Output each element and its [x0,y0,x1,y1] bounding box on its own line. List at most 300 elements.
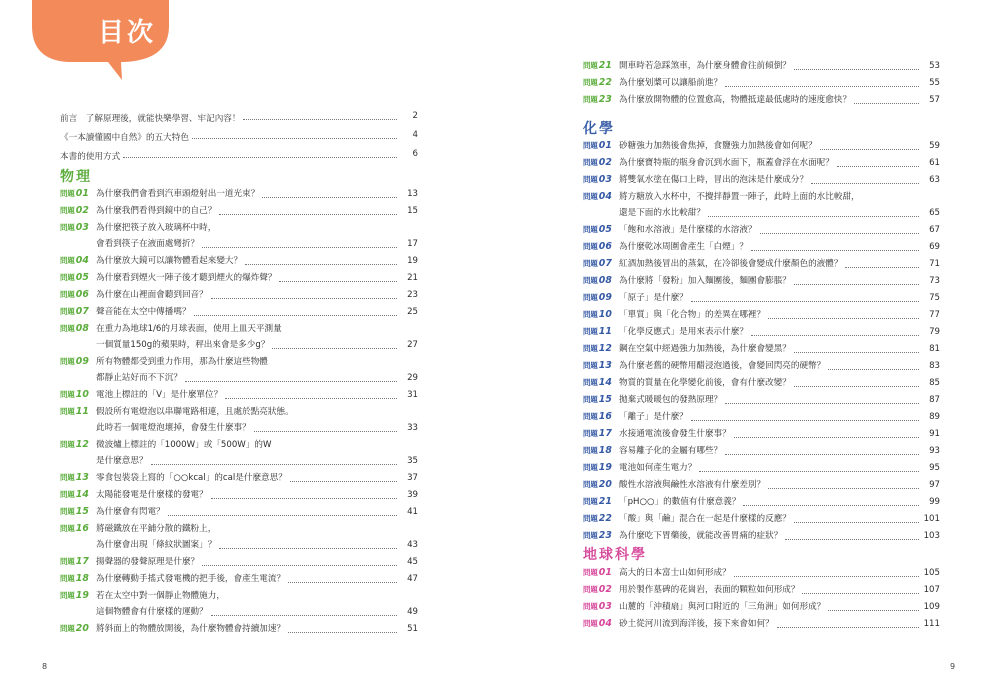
toc-entry-page: 97 [929,480,940,490]
question-number: 02 [75,205,89,216]
question-label [583,565,619,581]
dot-leader [751,335,919,336]
question-word: 問題 [60,189,75,198]
toc-entry-body [619,426,940,442]
toc-entry-line [619,189,940,205]
question-number: 13 [75,472,89,483]
toc-entry[interactable] [60,321,418,353]
toc-entry[interactable] [583,582,940,598]
question-label [583,494,619,510]
dot-leader [290,481,397,482]
dot-leader [211,298,397,299]
toc-entry-page: 73 [929,276,940,286]
question-word: 問題 [60,407,75,416]
intro-entry-title: 前言 了解原理後，就能快樂學習、牢記內容！ [60,114,241,124]
toc-entry-page: 111 [923,619,940,629]
toc-entry[interactable] [60,387,418,403]
question-word: 問題 [60,223,75,232]
question-number: 03 [75,222,89,233]
question-word: 問題 [60,473,75,482]
toc-entry-line [619,460,940,476]
toc-entry-page: 25 [407,307,418,317]
toc-entry[interactable] [583,92,940,108]
toc-entry-line [619,205,940,221]
dot-leader [794,284,919,285]
toc-entry-body [619,477,940,493]
toc-entry-body [619,75,940,91]
dot-leader [725,403,919,404]
toc-entry-text: 開車時若急踩煞車，為什麼身體會往前傾倒？ [619,61,791,71]
toc-entry-text: 為什麼我們看得到鏡中的自己？ [96,206,217,216]
intro-entry-page: 2 [412,111,418,121]
toc-entry[interactable] [60,588,418,620]
toc-entry-line [619,511,940,527]
toc-entry-line [96,420,418,436]
question-label [60,304,96,320]
toc-entry-page: 17 [407,239,418,249]
toc-entry[interactable] [60,203,418,219]
question-label [60,387,96,403]
toc-entry-page: 27 [407,340,418,350]
question-word: 問題 [583,602,598,611]
toc-entry-page: 15 [407,206,418,216]
question-label [583,477,619,493]
question-word: 問題 [583,585,598,594]
toc-entry-page: 109 [923,602,940,612]
toc-entry-page: 45 [407,557,418,567]
toc-entry[interactable] [60,220,418,252]
dot-leader [262,197,397,198]
question-number: 15 [75,506,89,517]
toc-entry-page: 19 [407,256,418,266]
toc-entry-line [96,236,418,252]
toc-entry-text: 聲音能在太空中傳播嗎？ [96,307,191,317]
question-label [583,443,619,459]
dot-leader [725,454,919,455]
toc-entry[interactable] [583,565,940,581]
toc-entry-text: 用於製作墓碑的花崗岩，表面的顆粒如何形成？ [619,585,800,595]
toc-entry-line [96,387,418,403]
toc-entry-body [96,321,418,353]
toc-entry[interactable] [583,599,940,615]
toc-entry-line [619,324,940,340]
toc-entry-line [96,321,418,337]
toc-entry[interactable] [60,287,418,303]
toc-entry-line [96,554,418,570]
toc-entry-text: 一個質量150g的蘋果時，秤出來會是多少g？ [96,340,270,350]
question-word: 問題 [583,61,598,70]
question-label [60,554,96,570]
question-word: 問題 [60,307,75,316]
toc-entry-body [619,58,940,74]
question-word: 問題 [583,378,598,387]
toc-entry-line [619,92,940,108]
toc-entry-body [619,616,940,632]
question-word: 問題 [60,290,75,299]
question-label [583,599,619,615]
toc-entry-line [619,616,940,632]
question-number: 12 [75,439,89,450]
question-label [583,222,619,238]
toc-entry-line [96,453,418,469]
toc-entry-body [96,203,418,219]
toc-entry-page: 39 [407,490,418,500]
toc-entry-line [619,239,940,255]
page-number-right: 9 [950,662,956,671]
toc-entry[interactable] [583,138,940,154]
toc-entry-page: 105 [923,568,940,578]
question-label [583,138,619,154]
intro-entry[interactable] [60,108,418,124]
question-label [583,375,619,391]
toc-entry[interactable] [583,239,940,255]
dot-leader [820,149,919,150]
dot-leader [751,250,919,251]
dot-leader [225,398,397,399]
toc-entry-page: 21 [407,273,418,283]
toc-entry-text: 為什麼吃下胃藥後，就能改善胃痛的症狀？ [619,531,783,541]
toc-entry-body [96,504,418,520]
question-number: 03 [598,174,612,185]
toc-entry-page: 23 [407,290,418,300]
toc-entry-body [619,290,940,306]
toc-entry[interactable] [583,443,940,459]
toc-entry-body [619,375,940,391]
dot-leader [691,301,919,302]
toc-entry-body [96,404,418,436]
toc-entry-body [619,189,940,221]
toc-entry-body [619,460,940,476]
toc-entry-line [619,443,940,459]
toc-entry-page: 29 [407,373,418,383]
toc-entry-body [619,528,940,544]
title-blob [28,0,173,86]
toc-entry-page: 63 [929,175,940,185]
physics-heading: 物理 [60,169,92,185]
toc-entry-line [619,273,940,289]
toc-entry[interactable] [583,75,940,91]
toc-entry-line [619,138,940,154]
question-word: 問題 [583,619,598,628]
toc-entry-text: 在重力為地球1/6的月球表面，使用上皿天平測量 [96,324,282,334]
question-number: 18 [598,445,612,456]
question-number: 13 [598,360,612,371]
question-label [583,290,619,306]
dot-leader [794,522,919,523]
question-word: 問題 [583,192,598,201]
dot-leader [202,565,397,566]
toc-entry-body [96,354,418,386]
question-word: 問題 [583,463,598,472]
toc-entry-line [96,186,418,202]
toc-entry-line [96,588,418,604]
toc-entry-text: 容易離子化的金屬有哪些？ [619,446,723,456]
toc-entry[interactable] [60,521,418,553]
toc-entry-page: 89 [929,412,940,422]
intro-entry[interactable] [60,146,418,162]
toc-entry-text: 物質的質量在化學變化前後，會有什麼改變？ [619,378,791,388]
question-number: 06 [75,289,89,300]
question-number: 02 [598,157,612,168]
question-label [60,321,96,337]
toc-entry-body [96,470,418,486]
dot-leader [794,352,919,353]
toc-entry-page: 43 [407,540,418,550]
question-number: 12 [598,343,612,354]
question-label [583,358,619,374]
question-label [60,470,96,486]
question-label [583,341,619,357]
toc-entry-text: 「離子」是什麼？ [619,412,688,422]
dot-leader [185,381,397,382]
question-word: 問題 [60,273,75,282]
toc-entry-page: 79 [929,327,940,337]
toc-entry-body [619,511,940,527]
dot-leader [734,437,919,438]
toc-entry-page: 107 [923,585,940,595]
toc-entry[interactable] [583,58,940,74]
toc-entry-page: 65 [929,208,940,218]
dot-leader [811,183,919,184]
question-number: 02 [598,584,612,595]
question-number: 17 [75,556,89,567]
toc-entry-text: 「化學反應式」是用來表示什麼？ [619,327,748,337]
toc-entry[interactable] [60,186,418,202]
question-label [583,460,619,476]
dot-leader [837,166,919,167]
toc-entry[interactable] [583,426,940,442]
toc-entry[interactable] [583,616,940,632]
dot-leader [734,576,919,577]
toc-entry[interactable] [583,392,940,408]
toc-entry[interactable] [60,270,418,286]
physics-toc [60,186,418,638]
question-word: 問題 [60,324,75,333]
toc-entry-body [619,92,940,108]
question-label [60,521,96,537]
toc-entry-body [619,138,940,154]
toc-entry[interactable] [60,253,418,269]
question-number: 20 [598,479,612,490]
toc-entry-line [96,504,418,520]
toc-entry-line [96,370,418,386]
toc-entry-body [96,437,418,469]
question-number: 23 [598,530,612,541]
intro-entry-title: 《一本讀懂國中自然》的五大特色 [60,133,189,143]
dot-leader [845,267,919,268]
toc-entry-text: 這個物體會有什麼樣的運動？ [96,607,208,617]
dot-leader [708,216,919,217]
toc-entry-line [96,521,418,537]
question-label [60,571,96,587]
toc-entry-line [619,172,940,188]
toc-entry-line [619,565,940,581]
dot-leader [279,281,397,282]
question-label [583,273,619,289]
toc-entry[interactable] [60,304,418,320]
toc-entry-text: 「飽和水溶液」是什麼樣的水溶液？ [619,225,757,235]
toc-entry[interactable] [583,460,940,476]
toc-entry-text: 都靜止站好而不下沉？ [96,373,182,383]
toc-entry[interactable] [60,404,418,436]
toc-entry-body [619,256,940,272]
toc-entry-line [619,375,940,391]
dot-leader [288,582,397,583]
toc-entry[interactable] [60,487,418,503]
toc-entry[interactable] [60,621,418,637]
toc-entry[interactable] [583,222,940,238]
toc-entry-line [96,621,418,637]
toc-entry[interactable] [60,437,418,469]
toc-entry[interactable] [60,470,418,486]
intro-entry[interactable] [60,127,418,143]
toc-entry-page: 85 [929,378,940,388]
toc-entry-page: 61 [929,158,940,168]
toc-entry-body [96,387,418,403]
toc-entry[interactable] [583,155,940,171]
question-number: 14 [598,377,612,388]
toc-entry[interactable] [583,409,940,425]
toc-entry[interactable] [583,273,940,289]
toc-entry-text: 將磁鐵放在平鋪分散的鐵粉上， [96,524,217,534]
toc-entry-page: 87 [929,395,940,405]
toc-entry-body [619,582,940,598]
toc-entry[interactable] [583,189,940,221]
question-label [60,621,96,637]
toc-entry-line [96,437,418,453]
toc-entry[interactable] [583,341,940,357]
toc-entry-text: 水接通電流後會發生什麼事？ [619,429,731,439]
dot-leader [211,498,397,499]
toc-entry-text: 拋棄式暖暖包的發熱原理？ [619,395,723,405]
question-label [583,155,619,171]
toc-entry-page: 47 [407,574,418,584]
dot-leader [202,247,397,248]
toc-entry-line [619,582,940,598]
question-label [583,92,619,108]
toc-entry[interactable] [583,358,940,374]
toc-entry[interactable] [583,528,940,544]
toc-entry-text: 電池如何產生電力？ [619,463,697,473]
dot-leader [288,632,397,633]
toc-entry[interactable] [60,554,418,570]
question-word: 問題 [583,327,598,336]
question-word: 問題 [583,446,598,455]
toc-entry[interactable] [60,354,418,386]
toc-entry-page: 31 [407,390,418,400]
toc-entry-line [96,203,418,219]
toc-entry[interactable] [583,511,940,527]
toc-entry-line [619,494,940,510]
dot-leader [211,615,397,616]
toc-entry-line [96,337,418,353]
toc-entry-page: 37 [407,473,418,483]
question-word: 問題 [583,344,598,353]
toc-entry-line [96,270,418,286]
dot-leader [777,627,919,628]
dot-leader [254,431,397,432]
dot-leader [219,548,397,549]
dot-leader [768,318,919,319]
toc-entry-text: 為什麼老舊的硬幣用醋浸泡過後，會變回閃亮的硬幣？ [619,361,826,371]
toc-entry-line [96,354,418,370]
toc-entry-line [619,155,940,171]
intro-list [60,108,418,165]
toc-entry-text: 為什麼在山裡面會聽到回音？ [96,290,208,300]
question-word: 問題 [583,95,598,104]
toc-entry-body [96,220,418,252]
dot-leader [194,315,397,316]
toc-entry[interactable] [583,375,940,391]
question-word: 問題 [583,395,598,404]
toc-entry-body [96,287,418,303]
toc-entry[interactable] [583,290,940,306]
toc-entry-text: 為什麼放開物體的位置愈高，物體抵達最低處時的速度愈快？ [619,95,852,105]
intro-entry-title: 本書的使用方式 [60,152,121,162]
question-number: 08 [75,323,89,334]
toc-entry[interactable] [583,172,940,188]
question-number: 15 [598,394,612,405]
dot-leader [828,369,919,370]
toc-entry[interactable] [583,324,940,340]
dot-leader [743,505,919,506]
question-number: 20 [75,623,89,634]
dot-leader [123,157,397,158]
question-number: 11 [598,326,612,337]
question-number: 01 [598,567,612,578]
toc-entry-page: 75 [929,293,940,303]
toc-entry-line [96,253,418,269]
question-number: 04 [75,255,89,266]
toc-entry-line [96,287,418,303]
toc-entry-body [619,409,940,425]
toc-entry-page: 99 [929,497,940,507]
toc-entry-text: 電池上標註的「V」是什麼單位？ [96,390,223,400]
toc-entry[interactable] [583,256,940,272]
toc-entry-text: 為什麼把筷子放入玻璃杯中時， [96,223,217,233]
question-label [60,203,96,219]
toc-entry-body [619,599,940,615]
dot-leader [725,86,919,87]
toc-entry-text: 將斜面上的物體放開後，為什麼物體會持續加速？ [96,624,286,634]
toc-entry-page: 103 [923,531,940,541]
toc-entry-page: 83 [929,361,940,371]
toc-entry-line [619,392,940,408]
toc-entry[interactable] [60,504,418,520]
toc-entry-body [96,554,418,570]
toc-entry-body [619,341,940,357]
toc-entry-text: 為什麼會出現「條紋狀圖案」？ [96,540,217,550]
toc-entry-line [619,426,940,442]
toc-entry-body [619,239,940,255]
question-word: 問題 [583,158,598,167]
toc-entry[interactable] [583,494,940,510]
toc-entry-page: 93 [929,446,940,456]
toc-entry[interactable] [60,571,418,587]
question-word: 問題 [60,390,75,399]
question-label [583,189,619,205]
toc-entry-page: 69 [929,242,940,252]
toc-entry-page: 77 [929,310,940,320]
toc-entry[interactable] [583,307,940,323]
toc-entry-line [96,304,418,320]
toc-entry-page: 71 [929,259,940,269]
toc-entry[interactable] [583,477,940,493]
toc-entry-line [96,487,418,503]
toc-entry-text: 為什麼看到煙火一陣子後才聽到煙火的爆炸聲？ [96,273,277,283]
page-title: 目次 [98,18,157,48]
toc-entry-page: 57 [929,95,940,105]
